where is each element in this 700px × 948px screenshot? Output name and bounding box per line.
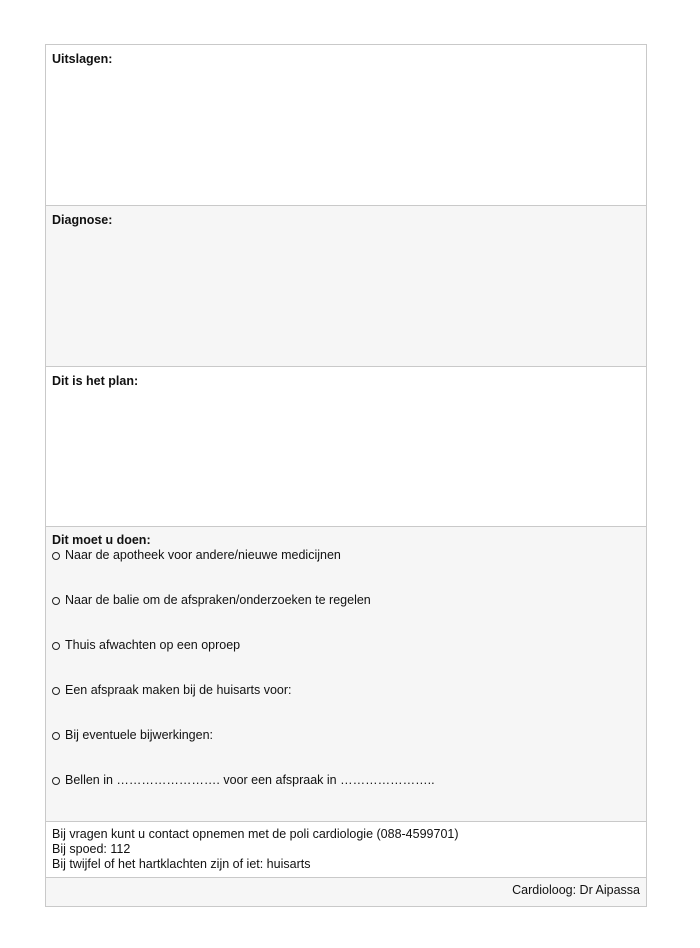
todo-item-call-for-appointment[interactable] xyxy=(52,773,640,788)
contact-section xyxy=(46,822,646,878)
circle-checkbox-icon[interactable] xyxy=(52,687,60,695)
contact-line-doubt: Bij twijfel of het hartklachten zijn of iet: huisarts xyxy=(52,857,311,871)
todo-item-label: Naar de apotheek voor andere/nieuwe medicijnen xyxy=(65,548,341,562)
todo-item-label: Een afspraak maken bij de huisarts voor: xyxy=(65,683,292,697)
todo-item-pharmacy[interactable] xyxy=(52,548,640,563)
signature-footer xyxy=(46,878,646,906)
circle-checkbox-icon[interactable] xyxy=(52,597,60,605)
todo-list xyxy=(52,548,640,788)
plan-section xyxy=(46,367,646,527)
contact-line-questions: Bij vragen kunt u contact opnemen met de poli cardiologie (088-4599701) xyxy=(52,827,459,841)
circle-checkbox-icon[interactable] xyxy=(52,642,60,650)
todo-item-label: Naar de balie om de afspraken/onderzoeken te regelen xyxy=(65,593,371,607)
contact-line-emergency: Bij spoed: 112 xyxy=(52,842,131,856)
todo-section xyxy=(46,527,646,822)
todo-heading: Dit moet u doen: xyxy=(52,533,151,547)
circle-checkbox-icon[interactable] xyxy=(52,777,60,785)
todo-item-await-call[interactable] xyxy=(52,638,640,653)
diagnosis-heading: Diagnose: xyxy=(52,213,113,227)
todo-item-side-effects[interactable] xyxy=(52,728,640,743)
todo-item-label: Thuis afwachten op een oproep xyxy=(65,638,241,652)
results-heading: Uitslagen: xyxy=(52,52,113,66)
circle-checkbox-icon[interactable] xyxy=(52,552,60,560)
todo-item-front-desk[interactable] xyxy=(52,593,640,608)
diagnosis-section xyxy=(46,206,646,367)
results-section xyxy=(46,45,646,206)
todo-item-label: Bellen in ……………………. voor een afspraak in ………………….. xyxy=(65,773,435,787)
patient-letter-form xyxy=(45,44,647,907)
plan-heading: Dit is het plan: xyxy=(52,374,139,388)
cardiologist-signature: Cardioloog: Dr Aipassa xyxy=(512,883,640,897)
todo-item-label: Bij eventuele bijwerkingen: xyxy=(65,728,214,742)
todo-item-gp-appointment[interactable] xyxy=(52,683,640,698)
circle-checkbox-icon[interactable] xyxy=(52,732,60,740)
